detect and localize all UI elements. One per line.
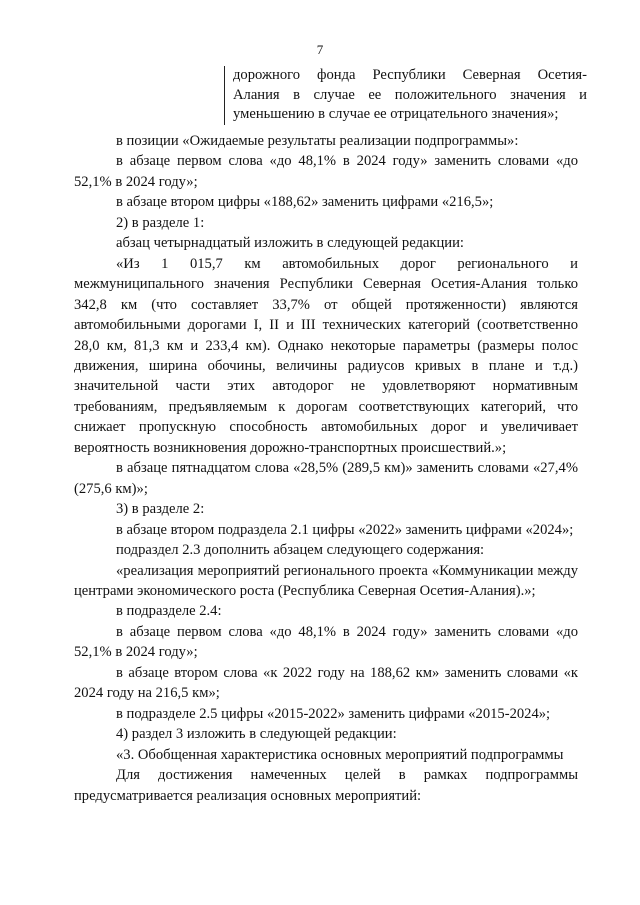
paragraph: подраздел 2.3 дополнить абзацем следующего содержания: <box>116 542 485 559</box>
paragraph: в абзаце первом слова «до 48,1% в 2024 году» заменить словами «до 52,1% в 2024 году»; <box>74 153 578 190</box>
paragraph: в подразделе 2.4: <box>116 603 222 620</box>
table-cell-line: Алания в случае ее положительного значения и <box>233 86 587 103</box>
document-body <box>74 131 578 806</box>
paragraph: Для достижения намеченных целей в рамках подпрограммы предусматривается реализация основных мероприятий: <box>74 767 578 804</box>
paragraph: 3) в разделе 2: <box>116 501 205 518</box>
paragraph: в абзаце втором подраздела 2.1 цифры «2022» заменить цифрами «2024»; <box>116 521 574 538</box>
paragraph: абзац четырнадцатый изложить в следующей редакции: <box>116 235 464 252</box>
paragraph: «реализация мероприятий регионального проекта «Коммуникации между центрами экономического роста (Республика Северная Осетия-Алания).»; <box>74 562 578 599</box>
page-number: 7 <box>316 42 324 57</box>
paragraph: в подразделе 2.5 цифры «2015-2022» заменить цифрами «2015-2024»; <box>116 705 551 722</box>
paragraph: в абзаце первом слова «до 48,1% в 2024 году» заменить словами «до 52,1% в 2024 году»; <box>74 623 578 661</box>
paragraph: в абзаце пятнадцатом слова «28,5% (289,5 км)» заменить словами «27,4% (275,6 км)»; <box>74 460 578 497</box>
paragraph: в абзаце втором цифры «188,62» заменить цифрами «216,5»; <box>116 194 494 211</box>
table-cell-line: уменьшению в случае ее отрицательного значения»; <box>233 106 559 122</box>
paragraph: 4) раздел 3 изложить в следующей редакции: <box>116 726 397 743</box>
table-cell-line: дорожного фонда Республики Северная Осетия- <box>233 67 587 83</box>
paragraph: 2) в разделе 1: <box>116 214 205 231</box>
paragraph: «Из 1 015,7 км автомобильных дорог регионального и межмуниципального значения Республики Северная Осетия-Алания только 342,8 км (что составляет 33,7% от общей протяженности) являются автомобильными дорогами I, II и III технических категорий (соответственно 28,0 км, 81,3 км и 233,4 км). Однако некоторые параметры (размеры полос движения, ширина обочины, величины радиусов кривых в плане и т.д.) значительной части этих автодорог не удовлетворяют нормативным требованиям, предъявляемым к дорогам соответствующих категорий, что снижает пропускную способность автомобильных дорог и увеличивает вероятность возникновения дорожно-транспортных происшествий.»; <box>74 255 578 456</box>
paragraph: в позиции «Ожидаемые результаты реализации подпрограммы»: <box>116 133 519 149</box>
table-cell-continuation <box>224 66 587 125</box>
paragraph: «3. Обобщенная характеристика основных мероприятий подпрограммы <box>116 746 564 763</box>
paragraph: в абзаце втором слова «к 2022 году на 188,62 км» заменить словами «к 2024 году на 216,5 км»; <box>74 664 578 702</box>
